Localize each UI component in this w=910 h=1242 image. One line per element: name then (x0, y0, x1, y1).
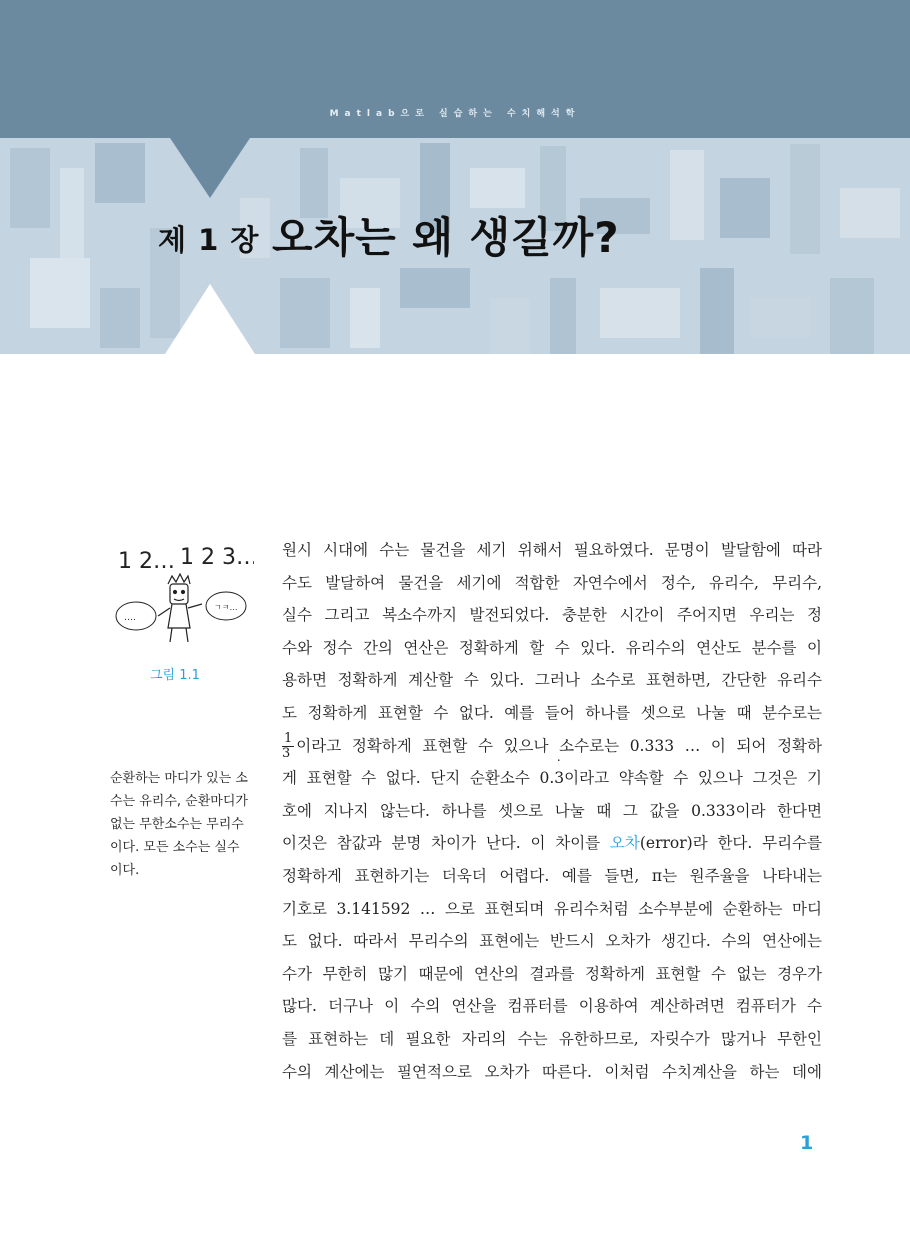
body-line: 원시 시대에 수는 물건을 세기 위해서 필요하였다. 문명이 발달함에 따라 (282, 541, 822, 559)
figure-caption: 그림 1.1 (150, 668, 200, 683)
body-line: 정확하게 표현하기는 더욱더 어렵다. 예를 들면, π는 원주율을 나타내는 (282, 866, 822, 885)
body-line: 많다. 더구나 이 수의 연산을 컴퓨터를 이용하여 계산하려면 컴퓨터가 수 (282, 997, 822, 1016)
sketch-numbers-right: 1 2 3… (180, 545, 254, 570)
fraction-denominator: 3 (282, 746, 291, 762)
side-note-line: 없는 무한소수는 무리수 (110, 817, 244, 832)
sketch-numbers-left: 1 2… (118, 549, 175, 574)
body-line: 수도 발달하여 물건을 세기에 적합한 자연수에서 정수, 유리수, 무리수, (282, 573, 822, 592)
side-note-line: 이다. (110, 863, 140, 878)
header-banner (0, 0, 910, 140)
bubble-text-right: ㄱㅋ… (214, 603, 238, 612)
body-line: 도 정확하게 표현할 수 없다. 예를 들어 하나를 셋으로 나눌 때 분수로는 (282, 703, 822, 722)
body-line: 수가 무한히 많기 때문에 연산의 결과를 정확하게 표현할 수 없는 경우가 (282, 964, 822, 983)
body-line-repeating (282, 762, 822, 795)
body-line: 용하면 정확하게 계산할 수 있다. 그러나 소수로 표현하면, 간단한 유리수 (282, 671, 822, 690)
body-line: 도 없다. 따라서 무리수의 표현에는 반드시 오차가 생긴다. 수의 연산에는 (282, 932, 822, 951)
side-note-line: 수는 유리수, 순환마디가 (110, 794, 248, 809)
body-text (282, 534, 822, 1088)
cartoon-illustration (108, 534, 254, 654)
page-number: 1 (800, 1132, 814, 1154)
figure-sketch (108, 534, 254, 654)
body-line-10-b: (error)라 한다. 무리수를 (639, 834, 822, 853)
body-line: 기호로 3.141592 … 으로 표현되며 유리수처럼 소수부분에 순환하는 마디 (282, 899, 822, 918)
body-line: 실수 그리고 복소수까지 발전되었다. 충분한 시간이 주어지면 우리는 정 (282, 606, 822, 625)
side-note-line: 이다. 모든 소수는 실수 (110, 840, 240, 855)
body-line-term (282, 827, 822, 860)
body-line: 수와 정수 간의 연산은 정확하게 할 수 있다. 유리수의 연산도 분수를 이 (282, 638, 822, 657)
body-line: 를 표현하는 데 필요한 자리의 수는 유한하므로, 자릿수가 많거나 무한인 (282, 1029, 822, 1048)
body-line-8-b: 이라고 약속할 수 있으나 그것은 기 (564, 769, 822, 788)
fraction-one-third (282, 732, 294, 761)
side-note (110, 767, 260, 882)
side-note-line: 순환하는 마디가 있는 소 (110, 771, 248, 786)
repeating-digit: 3 ˙ (554, 762, 564, 795)
speech-bubble-left (116, 602, 156, 630)
chapter-number: 제 1 장 (158, 223, 260, 257)
series-title: Matlab으로 실습하는 수치해석학 (329, 109, 581, 119)
fraction-numerator: 1 (284, 731, 293, 747)
body-line: 호에 지나지 않는다. 하나를 셋으로 나눌 때 그 값을 0.333이라 한다면 (282, 801, 822, 820)
bubble-text-left: …. (124, 613, 136, 623)
caveman-figure (158, 574, 202, 642)
body-line-8-a: 게 표현할 수 없다. 단지 순환소수 0. (282, 769, 555, 788)
chapter-title: 오차는 왜 생길까? (272, 213, 620, 262)
body-line-fraction (282, 730, 822, 763)
body-line-10-a: 이것은 참값과 분명 차이가 난다. 이 차이를 (282, 834, 610, 853)
key-term-error: 오차 (609, 834, 640, 853)
body-line-7-text: 이라고 정확하게 표현할 수 있으나 소수로는 0.333 … 이 되어 정확하 (296, 736, 822, 755)
body-line: 수의 계산에는 필연적으로 오차가 따른다. 이처럼 수치계산을 하는 데에 (282, 1062, 822, 1081)
